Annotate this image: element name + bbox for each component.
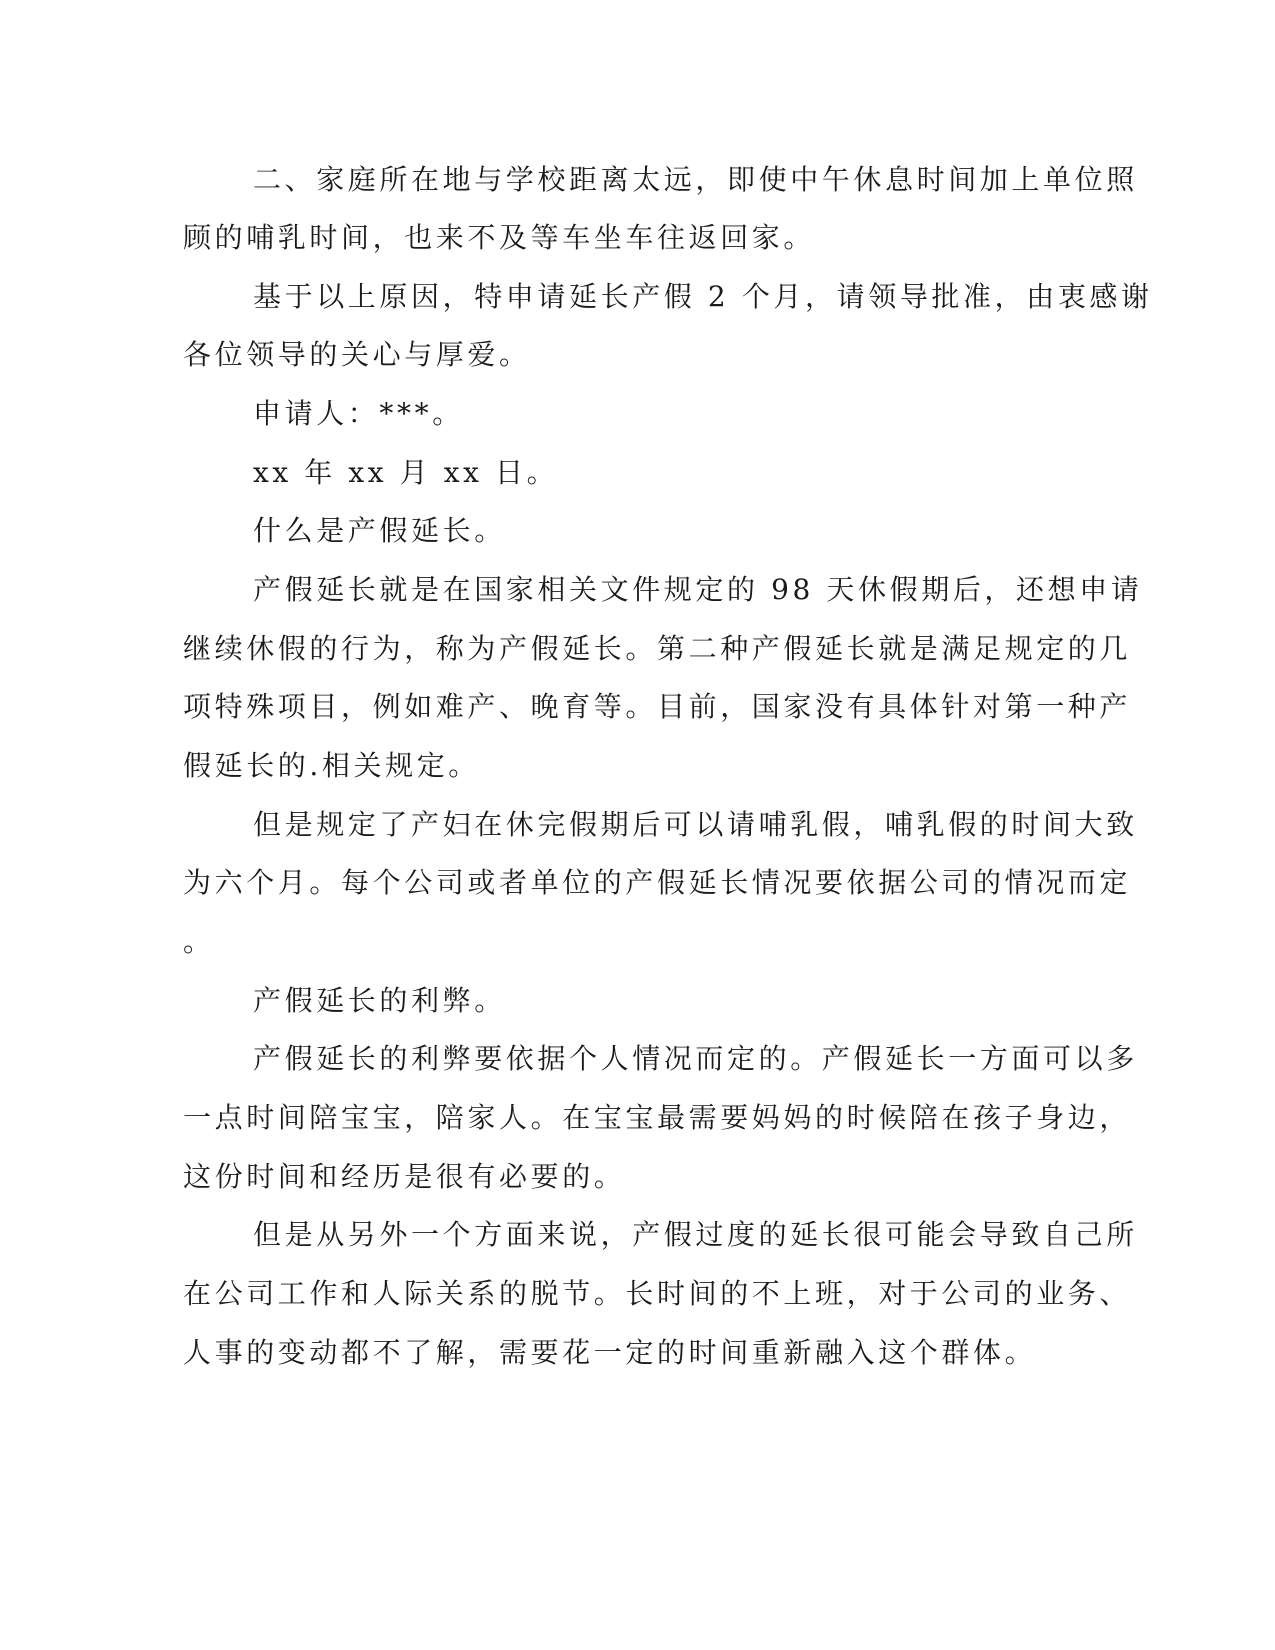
body-text-line: 二、家庭所在地与学校距离太远，即使中午休息时间加上单位照 <box>253 163 1138 196</box>
body-text-line: 。 <box>183 925 215 958</box>
body-text-line: 基于以上原因，特申请延长产假 2 个月，请领导批准，由衷感谢 <box>253 280 1153 313</box>
section-heading: 什么是产假延长。 <box>253 514 506 547</box>
body-text-line: 产假延长的利弊要依据个人情况而定的。产假延长一方面可以多 <box>253 1042 1138 1075</box>
body-text-line: 产假延长就是在国家相关文件规定的 98 天休假期后，还想申请 <box>253 573 1143 606</box>
body-text-line: 项特殊项目，例如难产、晚育等。目前，国家没有具体针对第一种产 <box>183 690 1132 723</box>
body-text-line: 继续休假的行为，称为产假延长。第二种产假延长就是满足规定的几 <box>183 632 1132 665</box>
body-text-line: 人事的变动都不了解，需要花一定的时间重新融入这个群体。 <box>183 1336 1037 1369</box>
section-heading: 产假延长的利弊。 <box>253 984 506 1017</box>
applicant-line: 申请人：***。 <box>253 397 464 430</box>
date-line: xx 年 xx 月 xx 日。 <box>253 456 559 489</box>
body-text-line: 一点时间陪宝宝，陪家人。在宝宝最需要妈妈的时候陪在孩子身边， <box>183 1101 1132 1134</box>
body-text-line: 顾的哺乳时间，也来不及等车坐车往返回家。 <box>183 221 816 254</box>
body-text-line: 为六个月。每个公司或者单位的产假延长情况要依据公司的情况而定 <box>183 866 1132 899</box>
body-text-line: 但是从另外一个方面来说，产假过度的延长很可能会导致自己所 <box>253 1218 1138 1251</box>
body-text-line: 这份时间和经历是很有必要的。 <box>183 1160 626 1193</box>
body-text-line: 但是规定了产妇在休完假期后可以请哺乳假，哺乳假的时间大致 <box>253 808 1138 841</box>
body-text-line: 各位领导的关心与厚爱。 <box>183 338 531 371</box>
body-text-line: 在公司工作和人际关系的脱节。长时间的不上班，对于公司的业务、 <box>183 1277 1132 1310</box>
body-text-line: 假延长的.相关规定。 <box>183 749 480 782</box>
